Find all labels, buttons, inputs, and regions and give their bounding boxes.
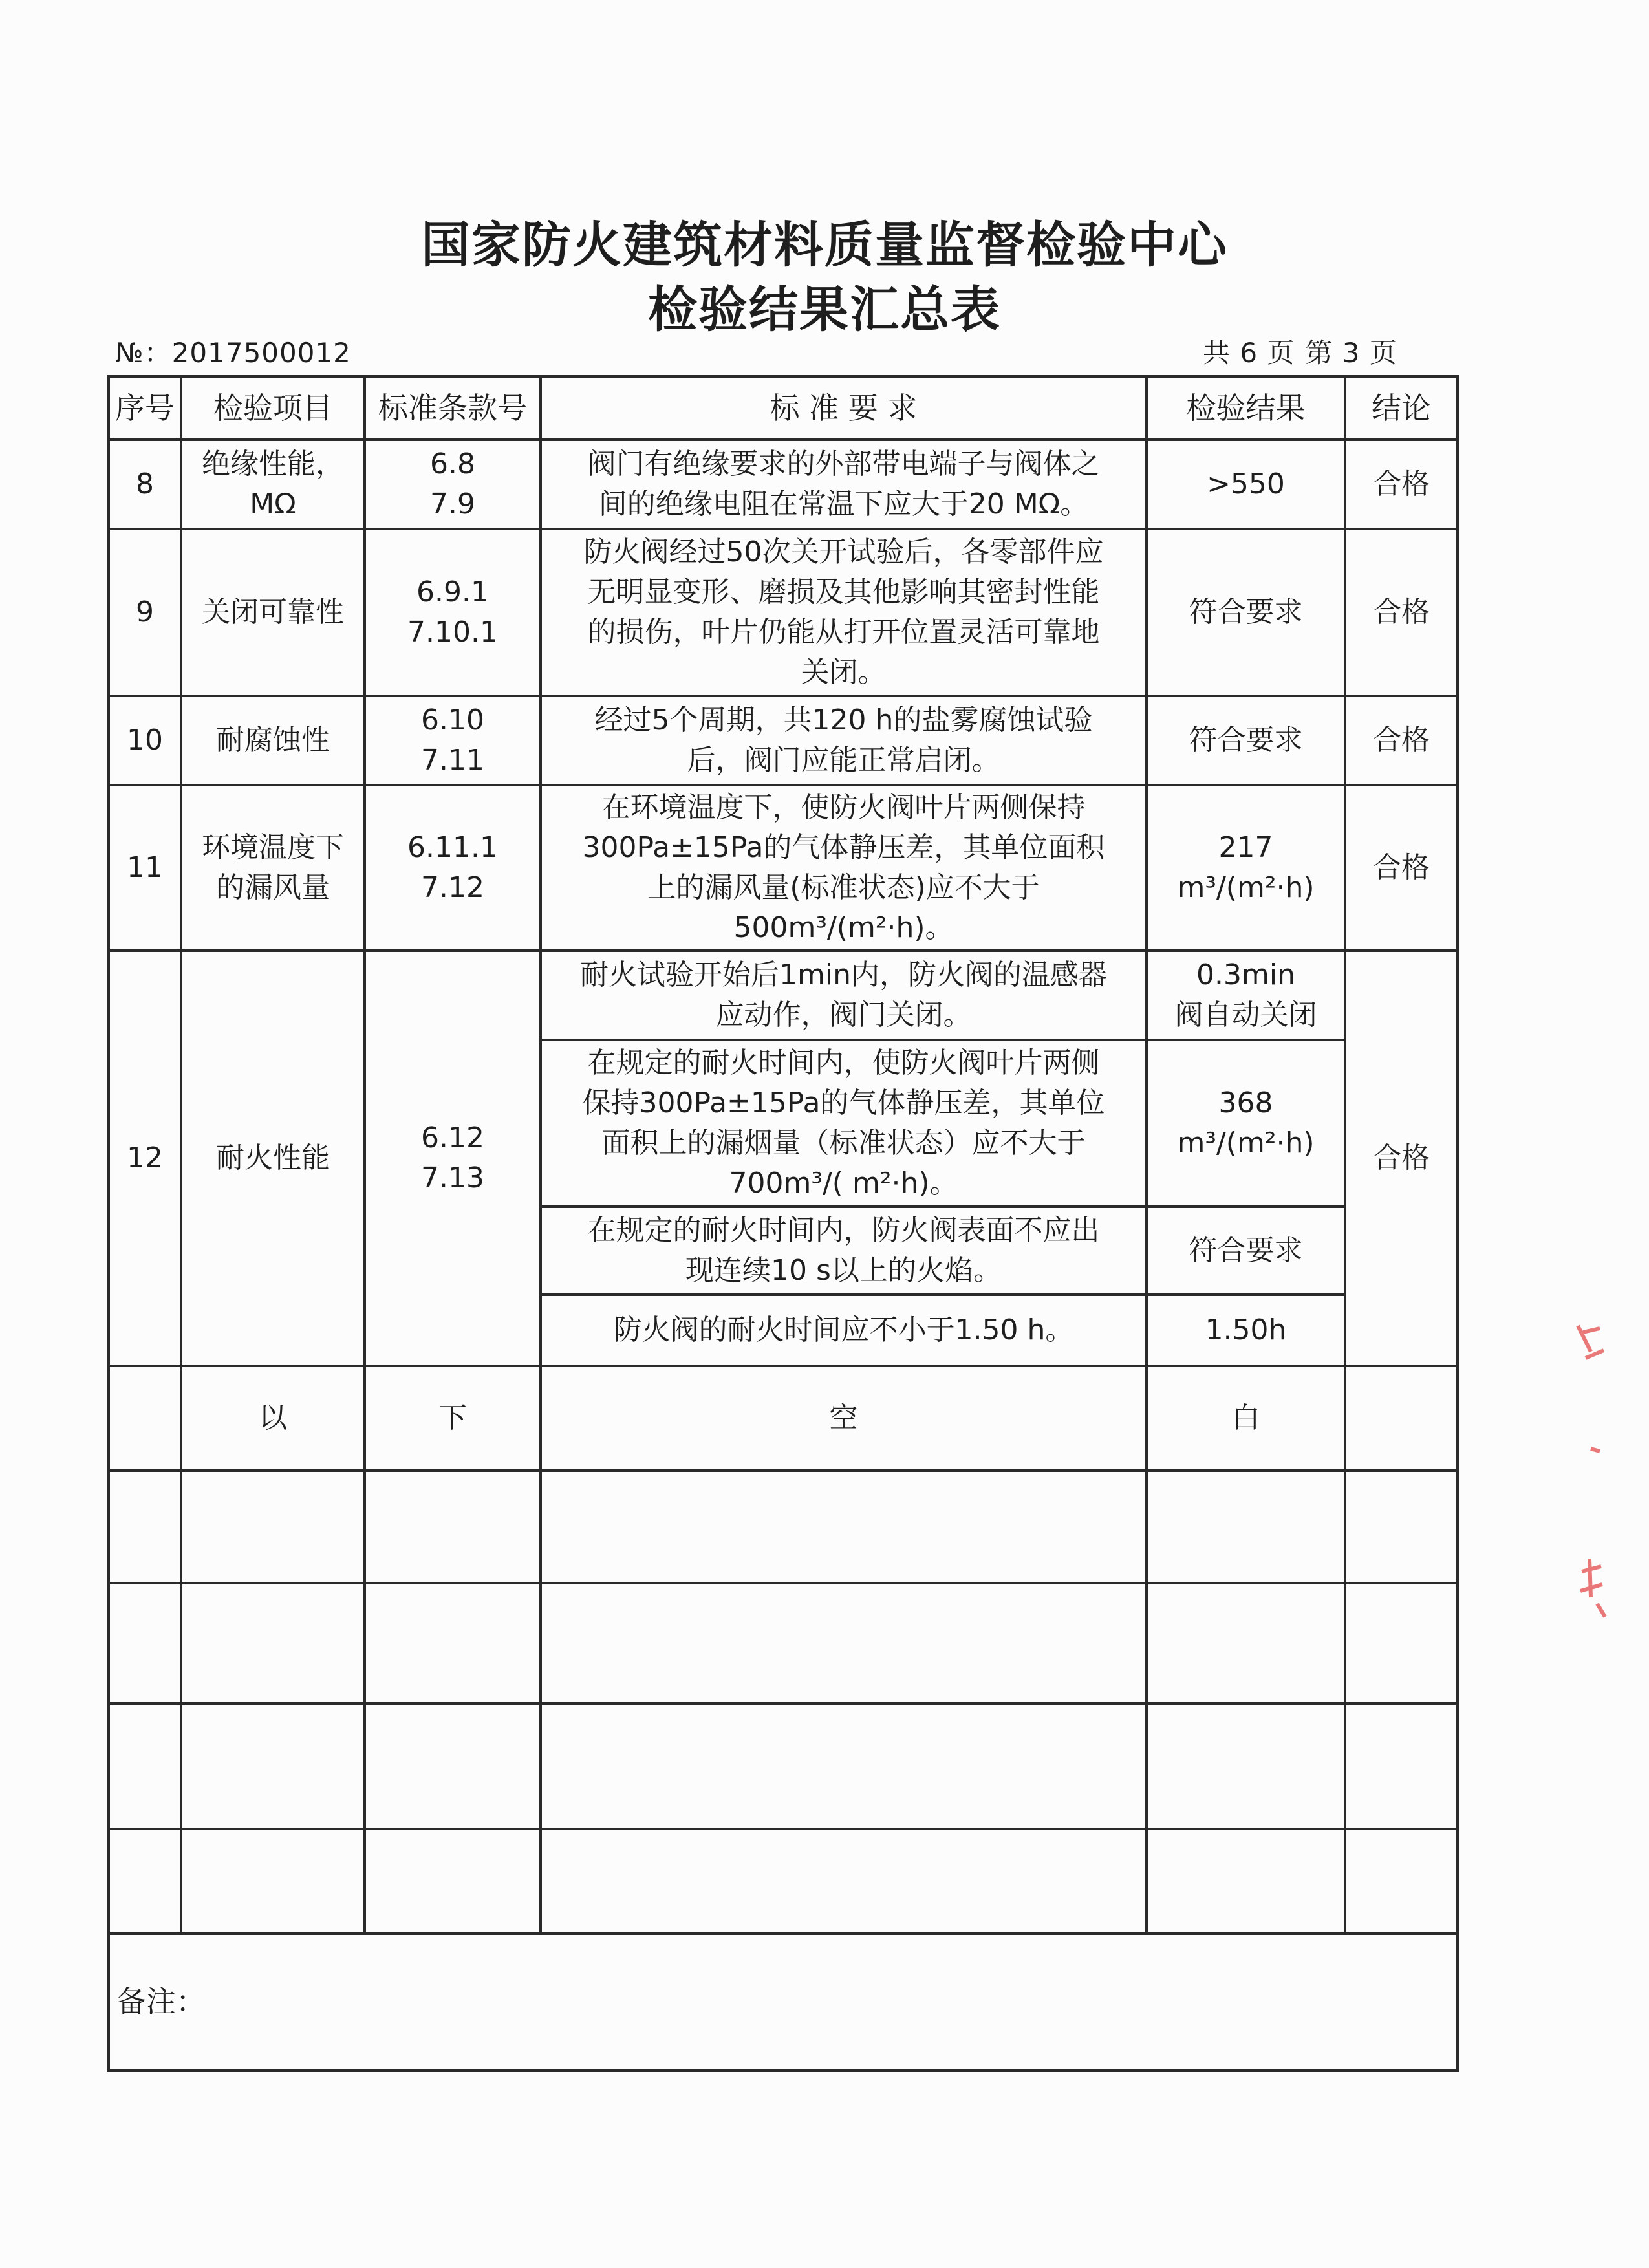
- empty-row: [109, 1583, 1458, 1703]
- standard-clause: 6.11.1 7.12: [365, 785, 541, 951]
- remark-cell: [109, 1934, 1458, 2071]
- empty-row: [109, 1471, 1458, 1583]
- blank-marker-char: 白: [1147, 1366, 1345, 1471]
- test-result: 368 m³/(m²·h): [1147, 1040, 1345, 1207]
- blank-marker-char: 以: [181, 1366, 365, 1471]
- row-number: 8: [109, 440, 181, 529]
- test-result: >550: [1147, 440, 1345, 529]
- col-header-result: 检验结果: [1147, 376, 1345, 440]
- standard-clause: 6.8 7.9: [365, 440, 541, 529]
- standard-clause: 6.9.1 7.10.1: [365, 529, 541, 696]
- standard-clause: 6.12 7.13: [365, 951, 541, 1366]
- page-indicator: [1203, 332, 1408, 371]
- page-title: 国家防火建筑材料质量监督检验中心: [421, 216, 1228, 274]
- col-header-requirement: 标 准 要 求: [541, 376, 1147, 440]
- empty-row: [109, 1829, 1458, 1934]
- conclusion: 合格: [1345, 529, 1458, 696]
- test-item: 关闭可靠性: [181, 529, 365, 696]
- standard-requirement: 在规定的耐火时间内，使防火阀叶片两侧 保持300Pa±15Pa的气体静压差，其单位 面积上的漏烟量（标准状态）应不大于 700m³/( m²·h)。: [541, 1040, 1147, 1207]
- test-item: 环境温度下 的漏风量: [181, 785, 365, 951]
- standard-requirement: 防火阀经过50次关开试验后，各零部件应 无明显变形、磨损及其他影响其密封性能 的损伤，叶片仍能从打开位置灵活可靠地 关闭。: [541, 529, 1147, 696]
- conclusion: 合格: [1345, 440, 1458, 529]
- test-item: 耐腐蚀性: [181, 696, 365, 785]
- page-total: 共 6 页: [1203, 337, 1295, 369]
- table-row: [109, 440, 1458, 529]
- remark-label: 备注：: [116, 1984, 206, 2019]
- col-header-conclusion: 结论: [1345, 376, 1458, 440]
- conclusion: 合格: [1345, 696, 1458, 785]
- standard-requirement: 在环境温度下，使防火阀叶片两侧保持 300Pa±15Pa的气体静压差，其单位面积 上的漏风量(标准状态)应不大于 500m³/(m²·h)。: [541, 785, 1147, 951]
- conclusion: 合格: [1345, 951, 1458, 1366]
- col-header-item: 检验项目: [181, 376, 365, 440]
- standard-requirement: 耐火试验开始后1min内，防火阀的温感器 应动作，阀门关闭。: [541, 951, 1147, 1040]
- report-number: №：2017500012: [115, 337, 351, 369]
- seal-stamp-fragment: [1571, 1313, 1610, 1623]
- col-header-clause: 标准条款号: [365, 376, 541, 440]
- table-row: [109, 785, 1458, 951]
- standard-clause: 6.10 7.11: [365, 696, 541, 785]
- page-subtitle: 检验结果汇总表: [648, 281, 1001, 338]
- test-item: 绝缘性能， MΩ: [181, 440, 365, 529]
- test-item: 耐火性能: [181, 951, 365, 1366]
- standard-requirement: 阀门有绝缘要求的外部带电端子与阀体之 间的绝缘电阻在常温下应大于20 MΩ。: [541, 440, 1147, 529]
- row-number: 9: [109, 529, 181, 696]
- table-header-row: [109, 376, 1458, 440]
- table-row: [109, 696, 1458, 785]
- test-result: 符合要求: [1147, 529, 1345, 696]
- test-result: 符合要求: [1147, 1207, 1345, 1295]
- test-result: 0.3min 阀自动关闭: [1147, 951, 1345, 1040]
- blank-marker-char: 空: [541, 1366, 1147, 1471]
- results-table: [107, 375, 1459, 2072]
- blank-marker-char: 下: [365, 1366, 541, 1471]
- test-result: 1.50h: [1147, 1295, 1345, 1366]
- test-result: 217 m³/(m²·h): [1147, 785, 1345, 951]
- standard-requirement: 防火阀的耐火时间应不小于1.50 h。: [541, 1295, 1147, 1366]
- row-number: 10: [109, 696, 181, 785]
- conclusion: 合格: [1345, 785, 1458, 951]
- table-row: [109, 951, 1458, 1040]
- remark-row: [109, 1934, 1458, 2071]
- standard-requirement: 在规定的耐火时间内，防火阀表面不应出 现连续10 s以上的火焰。: [541, 1207, 1147, 1295]
- row-number: 11: [109, 785, 181, 951]
- empty-row: [109, 1703, 1458, 1829]
- blank-marker-row: [109, 1366, 1458, 1471]
- row-number: 12: [109, 951, 181, 1366]
- standard-requirement: 经过5个周期，共120 h的盐雾腐蚀试验 后，阀门应能正常启闭。: [541, 696, 1147, 785]
- table-row: [109, 529, 1458, 696]
- col-header-no: 序号: [109, 376, 181, 440]
- test-result: 符合要求: [1147, 696, 1345, 785]
- page-current: 第 3 页: [1305, 337, 1397, 369]
